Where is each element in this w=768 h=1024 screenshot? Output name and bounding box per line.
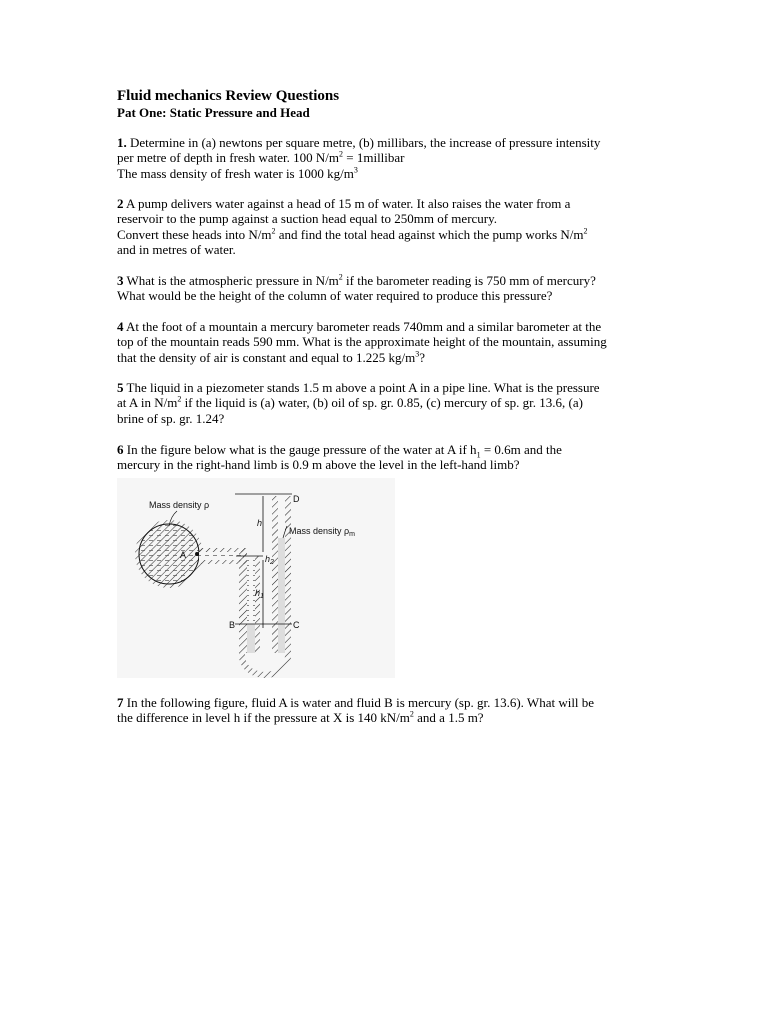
question-text: that the density of air is constant and equal to 1.225 kg/m <box>117 349 416 365</box>
question-text: A pump delivers water against a head of 15 m of water. It also raises the water from a <box>123 196 571 211</box>
question-text: = 1millibar <box>343 150 405 166</box>
question-text: = 0.6m and the <box>480 442 562 457</box>
question-text: per metre of depth in fresh water. 100 N/m <box>117 150 340 166</box>
document-title: Fluid mechanics Review Questions <box>117 88 340 104</box>
question-5 <box>117 380 657 426</box>
manometer-figure <box>117 478 395 678</box>
superscript: 3 <box>415 349 420 359</box>
subscript: 1 <box>476 450 481 460</box>
question-text: Convert these heads into N/m <box>117 226 272 242</box>
label-h1: $h_1$ <box>255 588 264 600</box>
question-text: In the following figure, fluid A is water and fluid B is mercury (sp. gr. 13.6). What will be <box>123 695 595 710</box>
label-mass-density-rho-m: Mass density $\rho_m$ <box>289 526 355 538</box>
question-text: at A in N/m <box>117 395 178 411</box>
right-limb <box>272 496 291 653</box>
question-4 <box>117 319 657 365</box>
question-number: 6 <box>117 442 124 457</box>
document-subtitle: Pat One: Static Pressure and Head <box>117 105 310 120</box>
question-number: 3 <box>117 273 124 288</box>
superscript: 2 <box>339 150 344 160</box>
question-number: 4 <box>117 319 124 334</box>
question-1 <box>117 135 657 181</box>
superscript: 3 <box>353 165 358 175</box>
label-d: D <box>293 494 300 504</box>
label-c: C <box>293 620 300 630</box>
label-h: h <box>257 518 263 528</box>
u-bend <box>239 653 291 678</box>
question-6 <box>117 442 657 473</box>
label-mass-density-rho: Mass density ρ <box>149 500 210 510</box>
superscript: 2 <box>177 395 182 405</box>
question-text: the difference in level h if the pressure at X is 140 kN/m <box>117 710 410 726</box>
question-text: and a 1.5 m? <box>413 710 484 726</box>
question-number: 2 <box>117 196 124 211</box>
question-number: 7 <box>117 695 124 710</box>
superscript: 2 <box>409 710 414 720</box>
question-text: and in metres of water. <box>117 242 236 258</box>
superscript: 2 <box>338 272 343 282</box>
superscript: 2 <box>583 226 588 236</box>
label-b: B <box>229 620 236 630</box>
question-text: reservoir to the pump against a suction head equal to 250mm of mercury. <box>117 211 498 227</box>
question-2 <box>117 196 657 258</box>
label-h2: $h_2$ <box>265 554 274 566</box>
question-7 <box>117 695 657 726</box>
question-text: ? <box>419 349 426 365</box>
question-text: The liquid in a piezometer stands 1.5 m above a point A in a pipe line. What is the pressure <box>123 380 600 395</box>
question-number: 5 <box>117 380 124 395</box>
question-text: if the barometer reading is 750 mm of mercury? <box>342 273 596 288</box>
question-text: if the liquid is (a) water, (b) oil of sp. gr. 0.85, (c) mercury of sp. gr. 13.6, (a) <box>181 395 583 411</box>
question-text: and find the total head against which the pump works N/m <box>275 226 584 242</box>
vessel <box>135 520 203 588</box>
manometer-diagram <box>117 478 395 678</box>
question-text: At the foot of a mountain a mercury barometer reads 740mm and a similar barometer at the <box>123 319 602 334</box>
question-text: In the figure below what is the gauge pressure of the water at A if h <box>123 442 477 457</box>
question-3 <box>117 273 657 304</box>
question-text: mercury in the right-hand limb is 0.9 m above the level in the left-hand limb? <box>117 457 520 473</box>
question-number: 1. <box>117 135 127 150</box>
question-text: Determine in (a) newtons per square metre, (b) millibars, the increase of pressure intensity <box>126 135 601 150</box>
question-text: What would be the height of the column of water required to produce this pressure? <box>117 288 553 304</box>
left-limb <box>239 548 260 653</box>
question-text: brine of sp. gr. 1.24? <box>117 410 225 426</box>
question-text: top of the mountain reads 590 mm. What is the approximate height of the mountain, assuming <box>117 334 607 350</box>
question-text: What is the atmospheric pressure in N/m <box>123 273 339 288</box>
question-text: The mass density of fresh water is 1000 kg/m <box>117 165 354 181</box>
label-a: A <box>180 550 187 560</box>
superscript: 2 <box>271 226 276 236</box>
